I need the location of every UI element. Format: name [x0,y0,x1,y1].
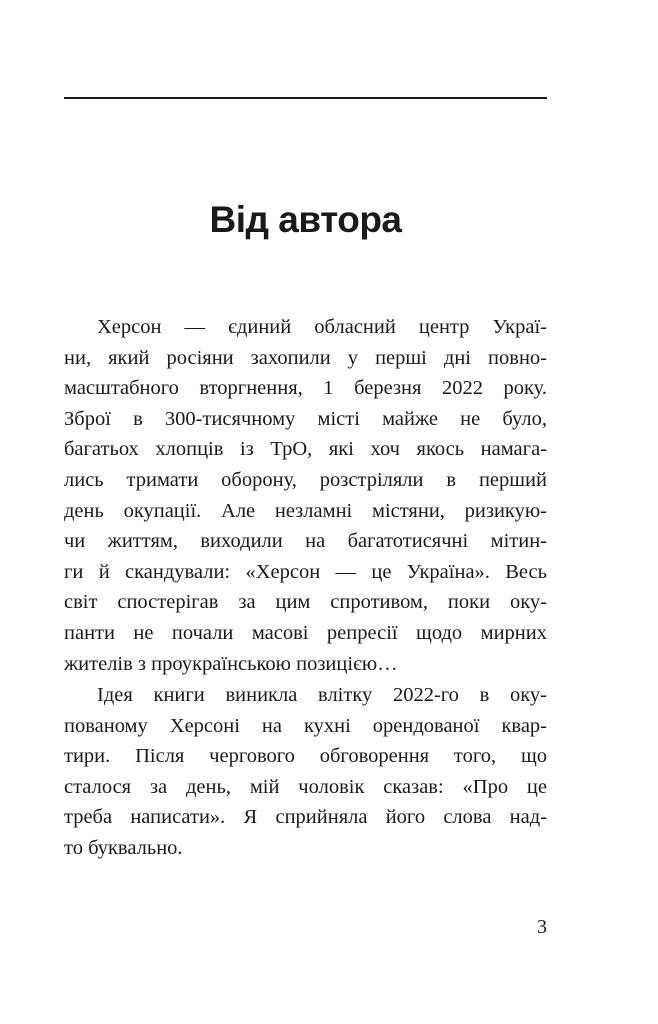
page-number: 3 [537,916,547,938]
text-line: панти не почали масові репресії щодо мирних [64,621,547,644]
text-line: сталося за день, мій чоловік сказав: «Про це [64,775,547,798]
text-line: Зброї в 300-тисячному місті майже не було, [64,407,547,430]
text-line: тири. Після чергового обговорення того, що [64,745,547,768]
paragraph-1 [64,312,547,679]
text-line: багатьох хлопців із ТрО, які хоч якось намага- [64,438,547,461]
top-rule-divider [64,97,547,99]
text-line: жителів з проукраїнською позицією… [64,652,398,675]
text-line: треба написати». Я сприйняла його слова над- [64,806,547,829]
text-line: то буквально. [64,836,183,859]
text-line: чи життям, виходили на багатотисячні мітин- [64,530,547,553]
text-line: пованому Херсоні на кухні орендованої квар- [64,714,547,737]
text-line: масштабного вторгнення, 1 березня 2022 року. [64,377,547,400]
paragraph-2 [64,680,547,864]
text-line: Херсон — єдиний обласний центр Украї- [97,316,547,338]
text-line: ни, який росіяни захопили у перші дні повно- [64,346,547,369]
text-line: лись тримати оборону, розстріляли в перший [64,468,547,491]
text-line: світ спостерігав за цим спротивом, поки оку- [64,591,547,614]
text-line: ги й скандували: «Херсон — це Україна». Весь [64,560,547,583]
chapter-title: Від автора [209,199,402,240]
text-line: день окупації. Але незламні містяни, ризикую- [64,499,547,522]
text-line: Ідея книги виникла влітку 2022-го в оку- [97,684,547,706]
